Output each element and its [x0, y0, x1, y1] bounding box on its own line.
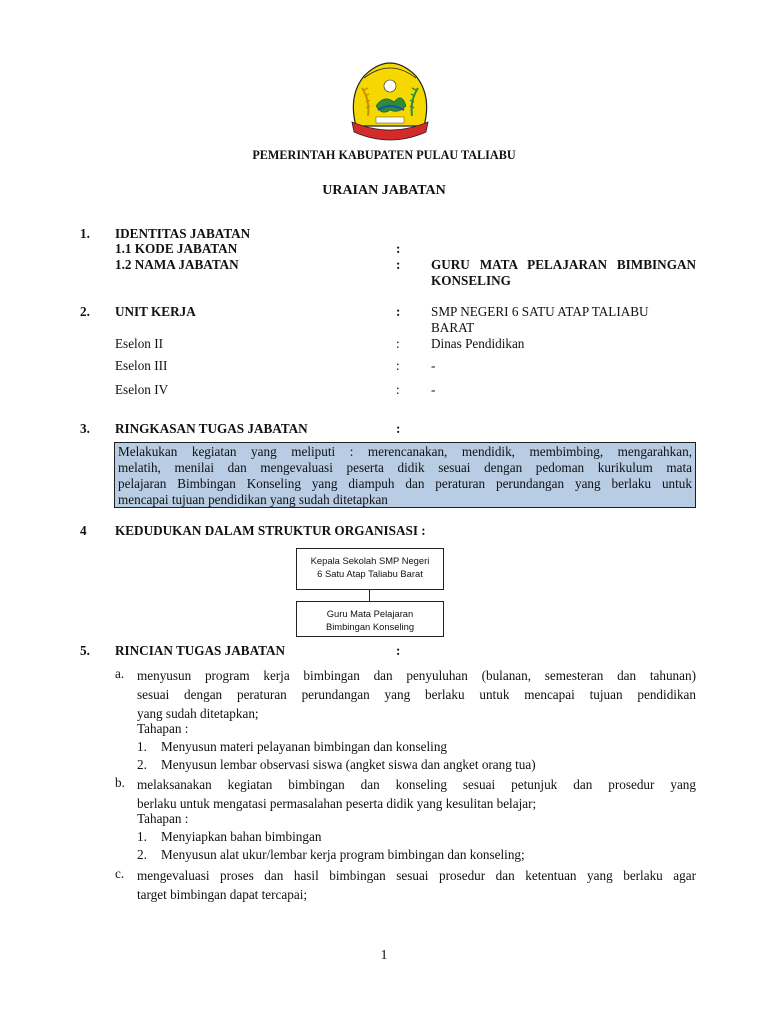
eselon-3-value: - [431, 358, 436, 373]
nama-jabatan-label: 1.2 NAMA JABATAN [115, 257, 239, 272]
section-1-heading: IDENTITAS JABATAN [115, 226, 251, 241]
task-b-step-2-text: Menyusun alat ukur/lembar kerja program bimbingan dan konseling; [161, 847, 525, 862]
kode-jabatan-colon: : [396, 241, 401, 256]
eselon-2-colon: : [396, 336, 400, 351]
org-box-kepala-sekolah [296, 548, 444, 590]
eselon-3-label: Eselon III [115, 358, 168, 373]
task-line: berlaku untuk mengatasi permasalahan peserta didik yang kesulitan belajar; [137, 796, 537, 811]
regency-emblem-logo [342, 56, 438, 144]
section-1-number: 1. [80, 226, 90, 241]
eselon-4-value: - [431, 382, 436, 397]
task-line: sesuai dengan peraturan perundangan yang berlaku untuk mencapai tujuan pendidikan [137, 687, 696, 702]
task-a-text [137, 666, 696, 723]
section-2-heading: UNIT KERJA [115, 304, 196, 319]
task-a-step-1-number: 1. [137, 739, 147, 754]
summary-line: mencapai tujuan pendidikan yang sudah ditetapkan [118, 492, 388, 507]
page-number: 1 [380, 948, 388, 963]
eselon-2-label: Eselon II [115, 336, 163, 351]
org-box-bottom-line1: Guru Mata Pelajaran [326, 608, 414, 619]
eselon-4-colon: : [396, 382, 400, 397]
unit-kerja-value-line2: BARAT [431, 320, 475, 335]
section-5-heading: RINCIAN TUGAS JABATAN [115, 643, 285, 658]
org-box-top-line2: 6 Satu Atap Taliabu Barat [317, 568, 423, 579]
summary-line: melatih, menilai dan mengevaluasi peserta didik sesuai dengan pedoman kurikulum mata [118, 460, 692, 475]
eselon-4-label: Eselon IV [115, 382, 169, 397]
unit-kerja-value-line1: SMP NEGERI 6 SATU ATAP TALIABU [431, 304, 649, 319]
task-line: yang sudah ditetapkan; [137, 706, 259, 721]
task-a-step-2-number: 2. [137, 757, 147, 772]
task-b-step-2-number: 2. [137, 847, 147, 862]
task-line: mengevaluasi proses dan hasil bimbingan sesuai prosedur dan ketentuan yang berlaku agar [137, 868, 696, 883]
summary-line: Melakukan kegiatan yang meliputi : merencanakan, mendidik, membimbing, mengarahkan, [118, 444, 692, 459]
ringkasan-colon: : [396, 421, 401, 436]
org-box-bottom-line2: Bimbingan Konseling [325, 621, 415, 632]
rincian-colon: : [396, 643, 401, 658]
task-line: menyusun program kerja bimbingan dan penyuluhan (bulanan, semesteran dan tahunan) [137, 668, 696, 683]
section-3-heading: RINGKASAN TUGAS JABATAN [115, 421, 308, 436]
org-box-top-line1: Kepala Sekolah SMP Negeri [310, 555, 430, 566]
section-5-number: 5. [80, 643, 90, 658]
task-a-letter: a. [115, 666, 125, 681]
task-c-text [137, 866, 696, 904]
section-4-heading: KEDUDUKAN DALAM STRUKTUR ORGANISASI : [115, 523, 426, 538]
section-4-number: 4 [80, 523, 87, 538]
section-2-number: 2. [80, 304, 90, 319]
org-connector-line [369, 590, 370, 601]
summary-line: pelajaran Bimbingan Konseling yang diampuh dan peraturan perundangan yang berlaku untuk [118, 476, 692, 491]
eselon-3-colon: : [396, 358, 400, 373]
task-c-letter: c. [115, 866, 125, 881]
nama-jabatan-value-line2: KONSELING [431, 273, 511, 288]
task-a-step-2-text: Menyusun lembar observasi siswa (angket siswa dan angket orang tua) [161, 757, 536, 772]
task-a-tahapan: Tahapan : [137, 721, 189, 736]
task-b-step-1-text: Menyiapkan bahan bimbingan [161, 829, 322, 844]
nama-jabatan-colon: : [396, 257, 401, 272]
eselon-2-value: Dinas Pendidikan [431, 336, 525, 351]
section-3-number: 3. [80, 421, 90, 436]
task-line: target bimbingan dapat tercapai; [137, 887, 308, 902]
document-title: URAIAN JABATAN [322, 183, 446, 198]
summary-box [114, 442, 696, 508]
org-box-guru-bk [296, 601, 444, 637]
kode-jabatan-label: 1.1 KODE JABATAN [115, 241, 238, 256]
task-b-tahapan: Tahapan : [137, 811, 189, 826]
task-line: melaksanakan kegiatan bimbingan dan konseling sesuai petunjuk dan prosedur yang [137, 777, 696, 792]
task-b-step-1-number: 1. [137, 829, 147, 844]
nama-jabatan-value-line1: GURU MATA PELAJARAN BIMBINGAN [431, 257, 696, 272]
unit-kerja-colon: : [396, 304, 401, 319]
government-heading: PEMERINTAH KABUPATEN PULAU TALIABU [252, 148, 516, 162]
task-a-step-1-text: Menyusun materi pelayanan bimbingan dan konseling [161, 739, 448, 754]
task-b-text [137, 775, 696, 813]
task-b-letter: b. [115, 775, 125, 790]
